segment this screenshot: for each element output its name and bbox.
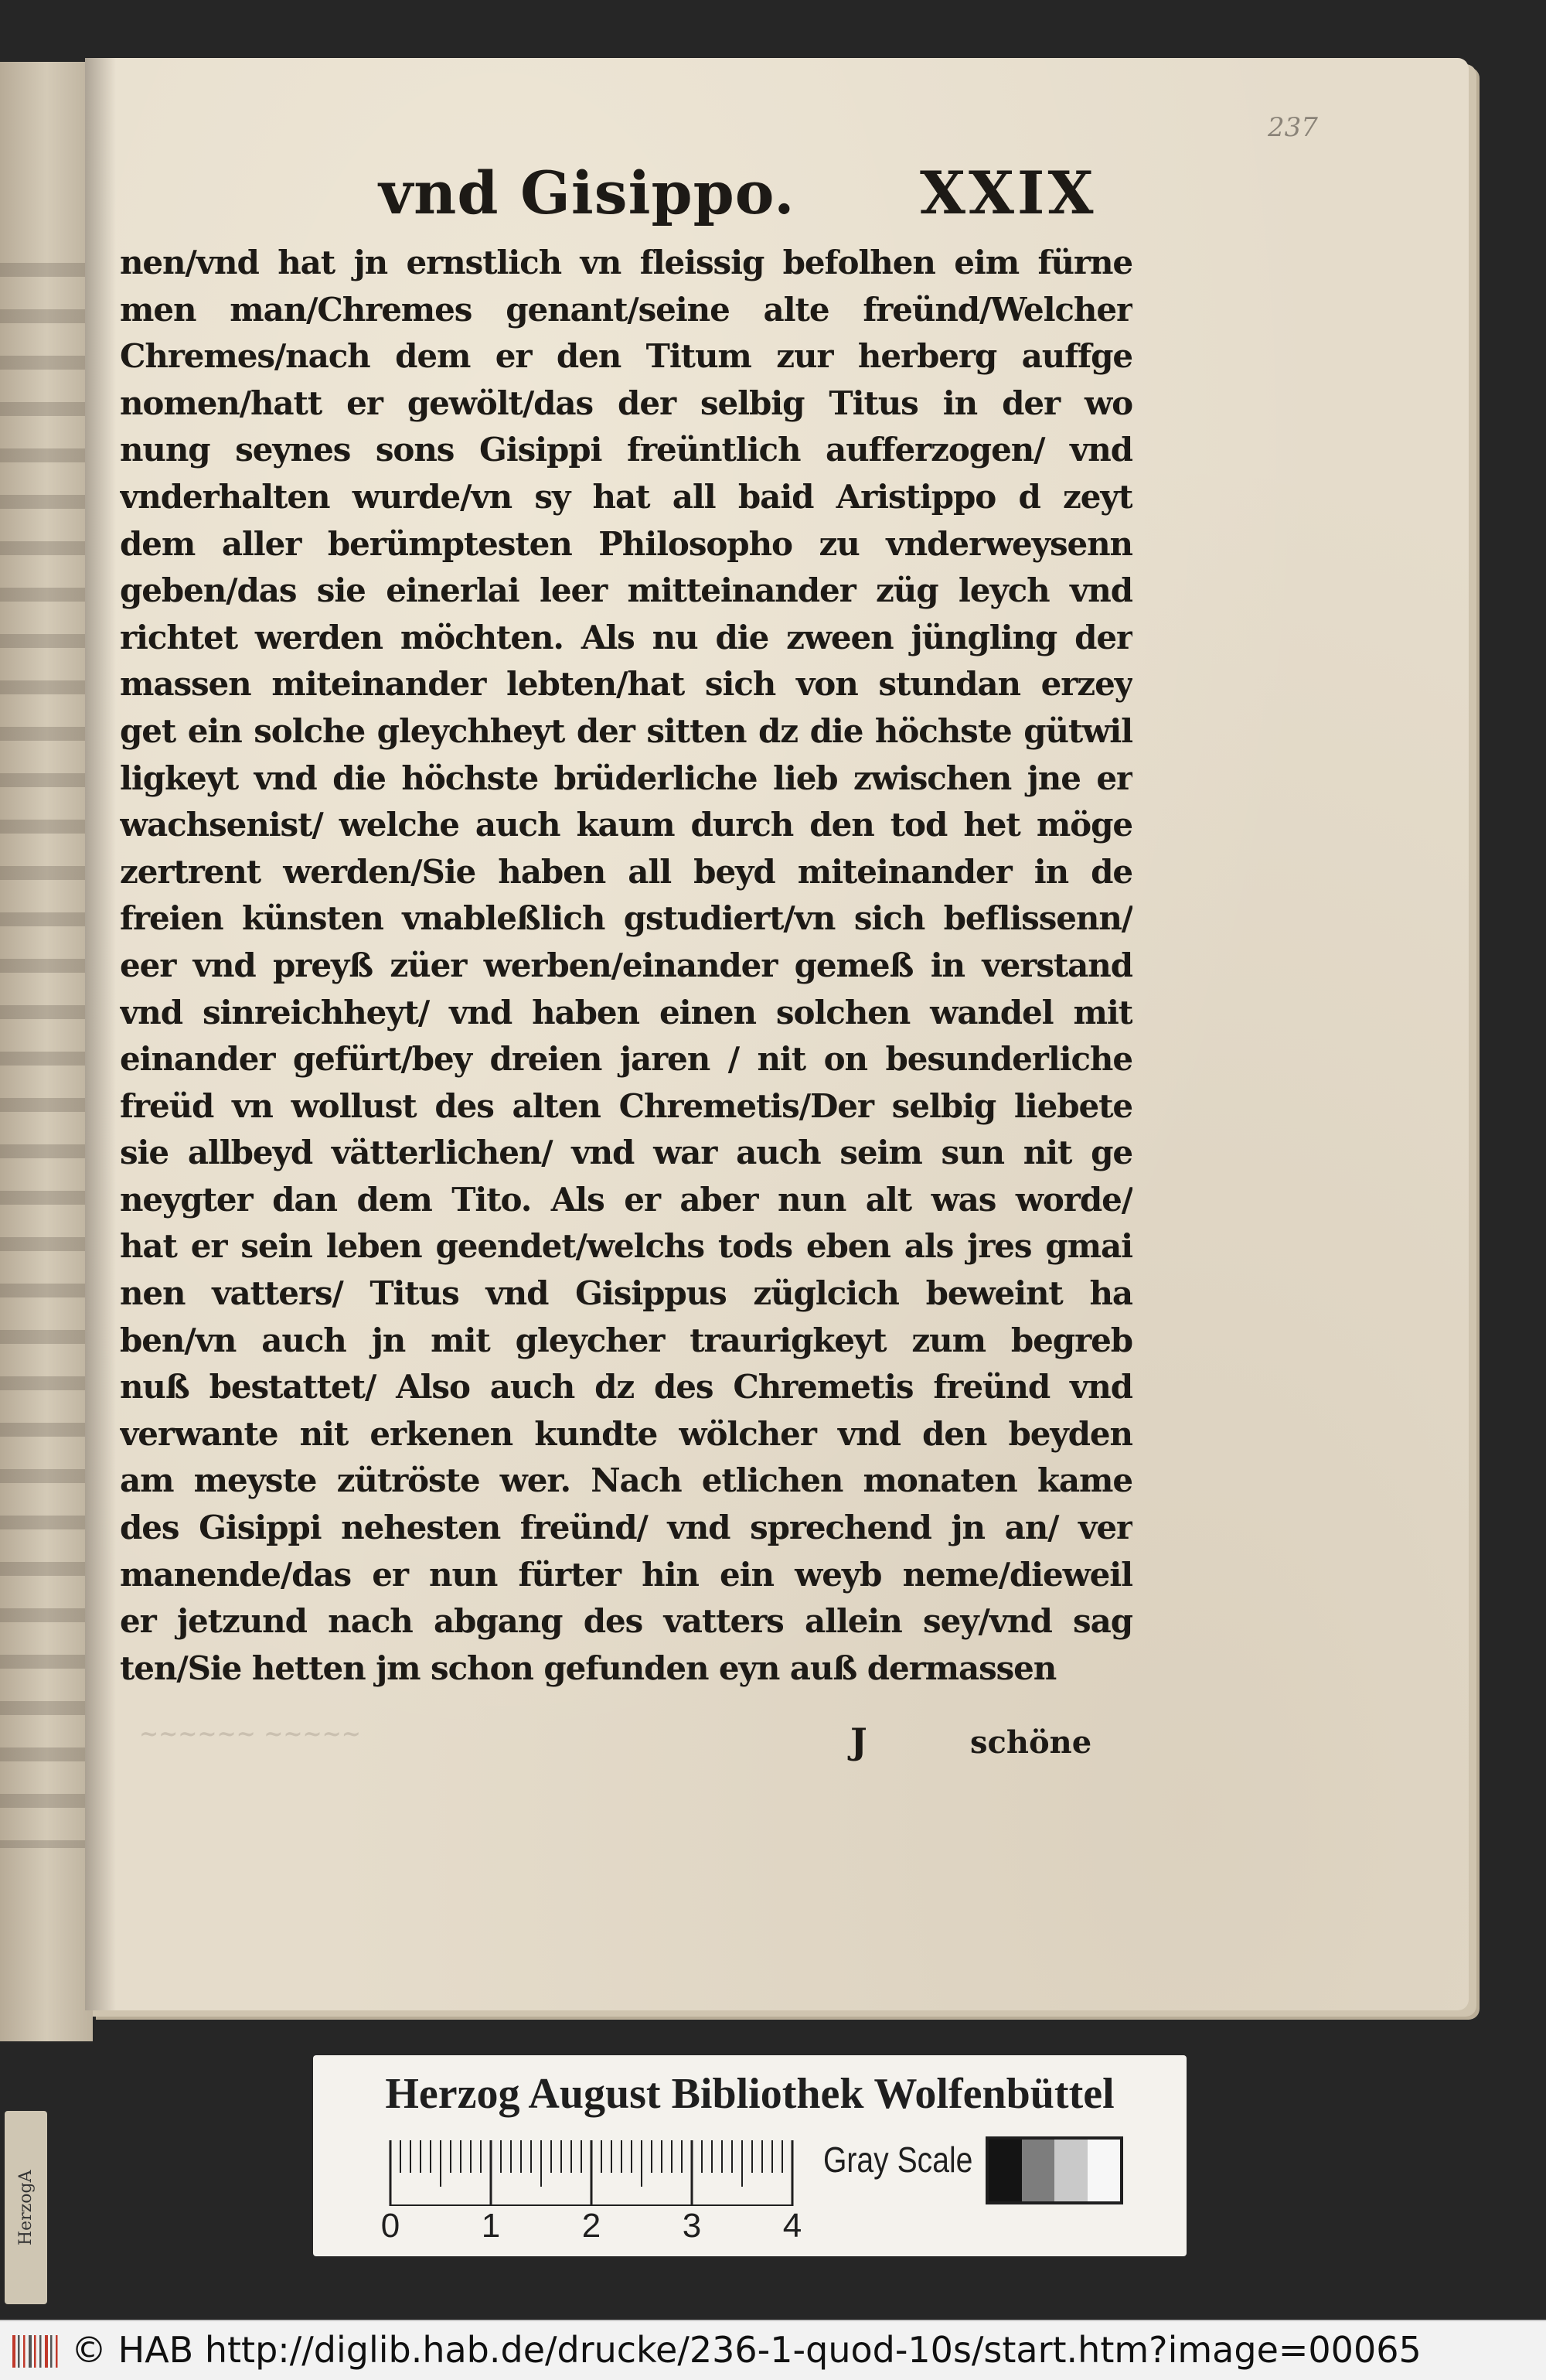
gray-swatch (1054, 2140, 1088, 2201)
gray-scale-swatches (986, 2136, 1123, 2204)
logo-bar (12, 2335, 15, 2368)
signature-mark: J (850, 1720, 867, 1762)
ruler-number: 1 (481, 2207, 501, 2245)
text-line: vnd sinreichheyt/ vnd haben einen solchen wandel mit (120, 993, 1132, 1031)
text-line: geben/das sie einerlai leer mitteinander züg leych vnd (120, 571, 1132, 610)
gutter-shadow (85, 58, 116, 2010)
ruler-number: 3 (682, 2207, 702, 2245)
logo-bar (34, 2335, 36, 2368)
text-line: ten/Sie hetten jm schon gefunden eyn auß dermassen (120, 1649, 1057, 1687)
text-line: freien künsten vnableßlich gstudiert/vn sich beflissenn/ (120, 899, 1132, 938)
text-line: zertrent werden/Sie haben all beyd miteinander in de (120, 852, 1132, 891)
text-line: hat er sein leben geendet/welchs tods eben als jres gmai (120, 1227, 1132, 1266)
shelf-label: HerzogA (5, 2111, 47, 2304)
facing-page-bleed (0, 263, 85, 1848)
text-line: richtet werden möchten. Als nu die zween jüngling der (120, 618, 1132, 656)
text-line: sie allbeyd vätterlichen/ vnd war auch seim sun nit ge (120, 1134, 1132, 1172)
logo-bar (29, 2335, 32, 2368)
text-line: ligkeyt vnd die höchste brüderliche lieb zwischen jne er (120, 759, 1132, 797)
gray-swatch (989, 2140, 1022, 2201)
text-line: neygter dan dem Tito. Als er aber nun alt was worde/ (120, 1180, 1132, 1219)
logo-bar (23, 2335, 26, 2368)
text-line: nomen/hatt er gewölt/das der selbig Titus in der wo (120, 384, 1132, 422)
gray-swatch (1088, 2140, 1121, 2201)
text-line: verwante nit erkenen kundte wölcher vnd den beyden (120, 1414, 1132, 1453)
library-name: Herzog August Bibliothek Wolfenbüttel (385, 2070, 1115, 2118)
text-line: manende/das er nun fürter hin ein weyb neme/dieweil (120, 1555, 1132, 1594)
text-line: get ein solche gleychheyt der sitten dz die höchste gütwil (120, 711, 1132, 750)
ruler-number: 4 (782, 2207, 802, 2245)
footer-bar (0, 2320, 1546, 2380)
ruler-scale (380, 2207, 816, 2245)
hab-barcode-logo-icon (9, 2332, 63, 2371)
folio-number: XXIX (920, 159, 1097, 227)
text-line: massen miteinander lebten/hat sich von stundan erzey (120, 665, 1132, 704)
catchword: schöne (970, 1724, 1092, 1761)
text-line: freüd vn wollust des alten Chremetis/Der selbig liebete (120, 1086, 1132, 1125)
text-line: wachsenist/ welche auch kaum durch den tod het möge (120, 806, 1132, 844)
running-head: vnd Gisippo. (379, 159, 795, 227)
library-color-card (313, 2055, 1187, 2256)
text-line: eer vnd preyß züer werben/einander gemeß in verstand (120, 946, 1132, 984)
gray-scale-label: Gray Scale (823, 2140, 973, 2180)
text-line: Chremes/nach dem er den Titum zur herberg auffge (120, 337, 1132, 376)
ruler-icon (386, 2140, 804, 2210)
text-line: ben/vn auch jn mit gleycher traurigkeyt zum begreb (120, 1321, 1132, 1359)
ruler-number: 2 (581, 2207, 601, 2245)
text-line: nen vatters/ Titus vnd Gisippus züglcich beweint ha (120, 1274, 1132, 1313)
text-line: nen/vnd hat jn ernstlich vn fleissig befolhen eim fürne (120, 244, 1132, 281)
logo-bar (56, 2335, 58, 2368)
text-line: er jetzund nach abgang des vatters allein sey/vnd sag (120, 1602, 1132, 1641)
logo-bar (39, 2335, 42, 2368)
text-line: men man/Chremes genant/seine alte freünd/Welcher (120, 290, 1132, 329)
text-line: dem aller berümptesten Philosopho zu vnderweysenn (120, 524, 1132, 563)
handwritten-folio-number: 237 (1268, 112, 1318, 143)
text-line: des Gisippi nehesten freünd/ vnd sprechend jn an/ ver (120, 1509, 1132, 1547)
ruler-number: 0 (380, 2207, 400, 2245)
text-line: nuß bestattet/ Also auch dz des Chremetis freünd vnd (120, 1368, 1132, 1407)
gray-swatch (1022, 2140, 1055, 2201)
logo-bar (18, 2335, 20, 2368)
facing-page-edge (0, 62, 93, 2041)
logo-bar (45, 2335, 48, 2368)
text-line: vnderhalten wurde/vn sy hat all baid Aristippo d zeyt (120, 477, 1132, 516)
footer-url-text[interactable]: © HAB http://diglib.hab.de/drucke/236-1-quod-10s/start.htm?image=00065 (71, 2329, 1422, 2371)
main-text-block (120, 240, 1132, 1692)
show-through-text: ~~~~~~ ~~~~~ (139, 1720, 361, 1747)
text-line: nung seynes sons Gisippi freüntlich aufferzogen/ vnd (120, 431, 1132, 469)
logo-bar (50, 2335, 53, 2368)
text-line: am meyste zütröste wer. Nach etlichen monaten kame (120, 1461, 1132, 1500)
text-line: einander gefürt/bey dreien jaren / nit on besunderliche (120, 1040, 1132, 1079)
